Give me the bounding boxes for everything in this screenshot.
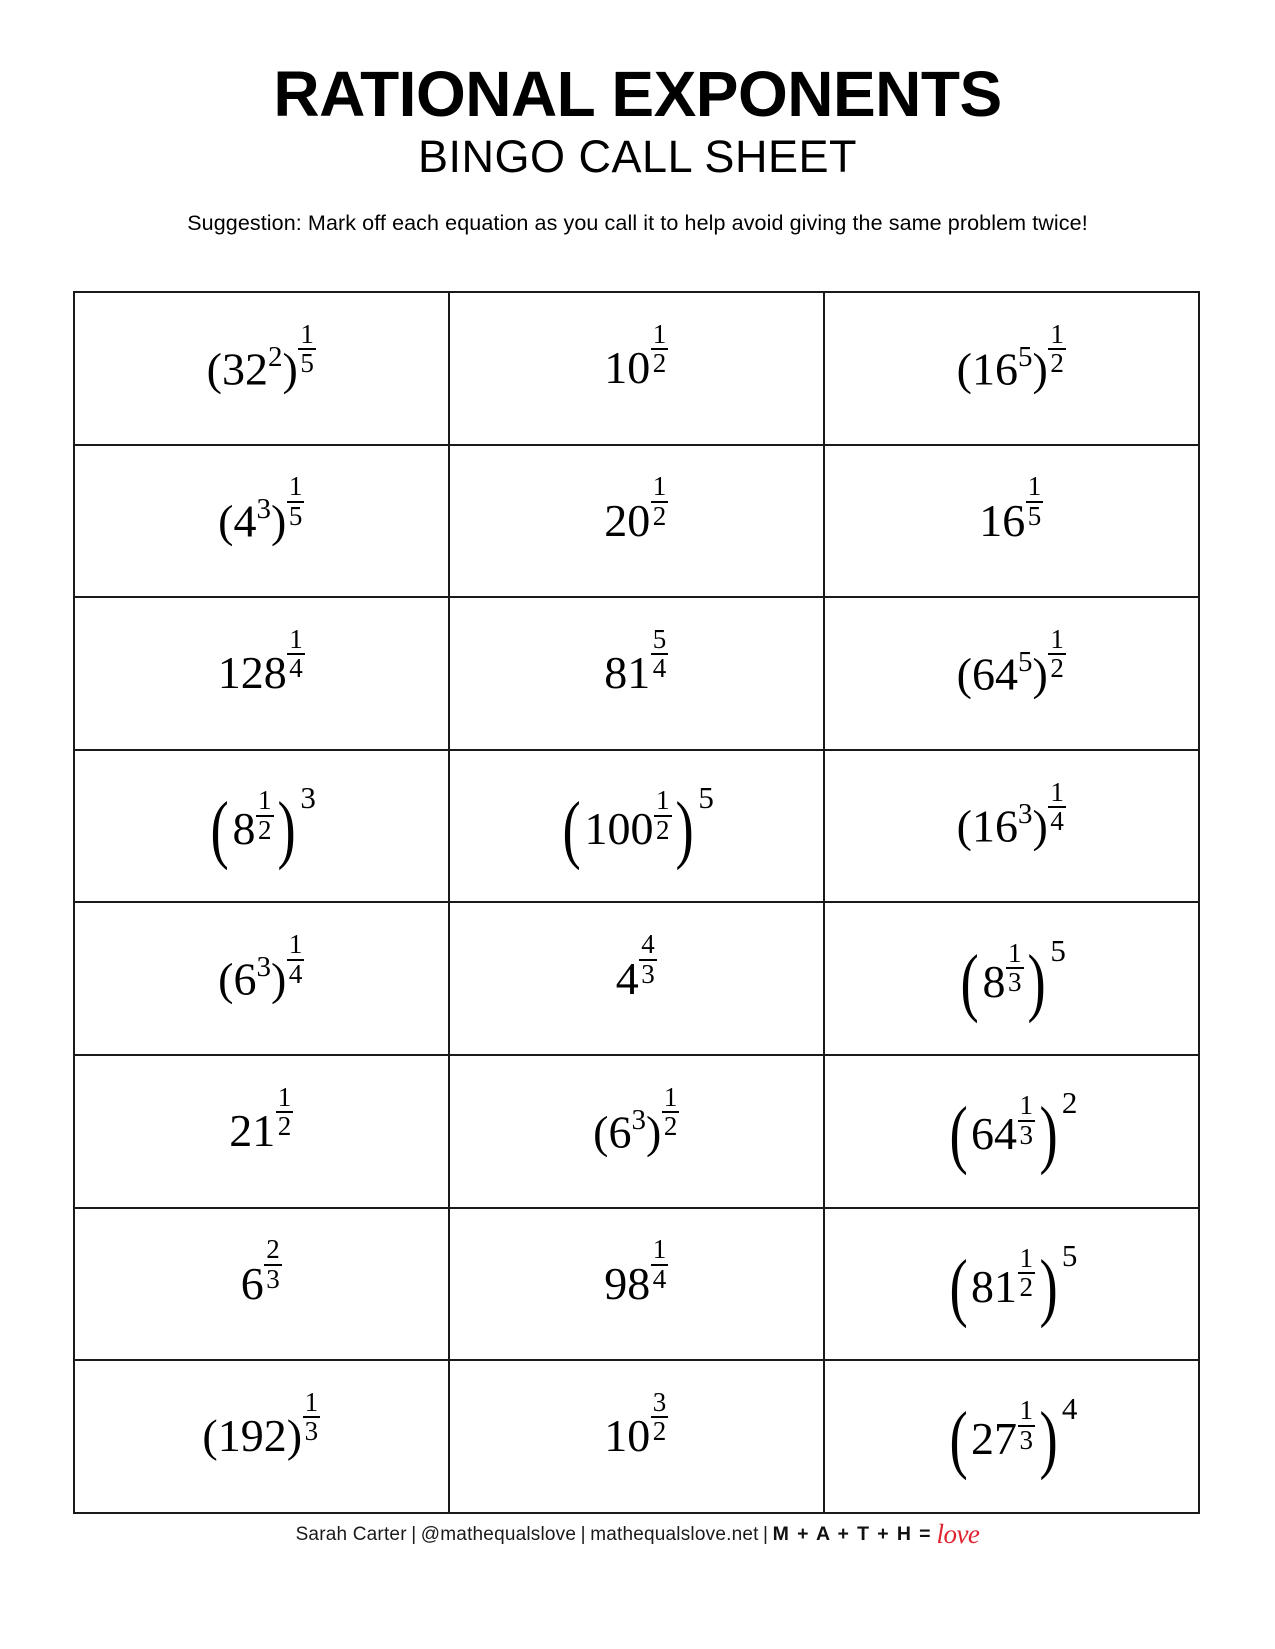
fraction-numerator: 1 (288, 929, 303, 960)
fraction-numerator: 1 (1019, 1090, 1033, 1121)
left-paren: ( (949, 1092, 968, 1177)
bingo-call-cell[interactable] (824, 1360, 1199, 1513)
left-paren: ( (960, 939, 979, 1024)
right-paren: ) (1032, 800, 1048, 852)
fraction-denominator: 5 (1027, 500, 1042, 531)
footer-separator-2: | (580, 1524, 586, 1545)
outer-exponent: 4 (1061, 1390, 1078, 1426)
math-expression (615, 929, 658, 1007)
table-row (74, 1360, 1199, 1513)
base-group (206, 340, 298, 394)
math-expression (604, 1234, 669, 1312)
fraction-denominator: 2 (652, 500, 667, 531)
fraction-numerator: 5 (652, 623, 667, 654)
left-paren: ( (562, 787, 581, 872)
fraction-denominator: 5 (300, 348, 314, 379)
bingo-call-cell[interactable] (824, 292, 1199, 445)
fraction-exponent (1018, 1242, 1036, 1303)
outer-exponent: 5 (698, 780, 714, 816)
math-expression (604, 318, 669, 397)
bingo-call-table (73, 291, 1200, 1514)
inner-power (584, 785, 673, 863)
fraction-exponent (651, 318, 669, 379)
base-number: 98 (604, 1257, 651, 1309)
base-number: (16 (956, 800, 1018, 852)
bingo-call-cell[interactable] (74, 1055, 449, 1208)
math-expression (559, 780, 714, 872)
fraction-numerator: 1 (1050, 318, 1064, 349)
outer-exponent: 3 (300, 780, 316, 816)
fraction-exponent (639, 931, 657, 988)
footer-separator-3: | (763, 1524, 769, 1545)
footer-author: Sarah Carter (295, 1524, 407, 1545)
fraction-denominator: 4 (652, 1263, 667, 1294)
fraction-denominator: 3 (304, 1416, 319, 1447)
footer-love-word: love (936, 1519, 980, 1549)
fraction-denominator: 3 (1008, 967, 1022, 998)
fraction-numerator: 1 (1008, 937, 1022, 968)
table-row (74, 750, 1199, 903)
inner-exponent: 5 (1018, 645, 1033, 678)
fraction-numerator: 1 (656, 785, 670, 816)
fraction-exponent (1048, 776, 1066, 837)
fraction-exponent (1048, 623, 1066, 684)
fraction-numerator: 3 (652, 1386, 667, 1417)
fraction-denominator: 2 (656, 814, 670, 845)
right-paren: ) (271, 495, 287, 547)
base-number: 4 (615, 952, 639, 1004)
base-group (218, 951, 287, 1005)
bingo-call-cell[interactable] (74, 292, 449, 445)
math-expression (218, 929, 305, 1007)
base-number: (192) (202, 1410, 303, 1462)
table-row (74, 597, 1199, 750)
base-number: 27 (971, 1413, 1017, 1465)
fraction-numerator: 1 (1050, 623, 1064, 654)
fraction-denominator: 4 (652, 653, 667, 684)
base-number: 10 (604, 342, 651, 394)
base-number: (6 (593, 1105, 632, 1157)
base-group (218, 493, 287, 547)
inner-power (971, 1242, 1036, 1321)
base-number: 10 (604, 1410, 651, 1462)
base-number: 20 (604, 494, 651, 546)
base-number: 8 (982, 955, 1006, 1007)
bingo-call-cell[interactable] (449, 1360, 824, 1513)
fraction-numerator: 1 (1050, 776, 1064, 807)
fraction-denominator: 3 (266, 1263, 280, 1294)
right-paren: ) (1039, 1092, 1058, 1177)
fraction-exponent (1006, 937, 1024, 998)
bingo-call-cell[interactable] (449, 750, 824, 903)
math-expression (604, 623, 669, 702)
right-paren: ) (282, 342, 298, 394)
fraction-numerator: 1 (652, 318, 667, 349)
inner-exponent: 3 (256, 493, 271, 526)
fraction-denominator: 2 (1050, 348, 1064, 379)
fraction-exponent (1018, 1092, 1036, 1149)
right-paren: ) (1027, 939, 1046, 1024)
math-expression (946, 1390, 1078, 1482)
math-expression (240, 1234, 283, 1312)
fraction-denominator: 2 (652, 1416, 667, 1447)
math-expression (956, 623, 1067, 702)
table-body (74, 292, 1199, 1513)
base-number: (64 (956, 648, 1018, 700)
bingo-call-cell[interactable] (449, 292, 824, 445)
inner-power (971, 1395, 1036, 1473)
base-number: (4 (218, 495, 257, 547)
math-expression (593, 1081, 680, 1160)
math-expression (946, 1237, 1078, 1329)
fraction-denominator: 2 (663, 1111, 678, 1142)
fraction-exponent (651, 1236, 669, 1293)
page-subtitle: BINGO CALL SHEET (418, 131, 857, 183)
fraction-exponent (256, 787, 274, 844)
fraction-numerator: 4 (641, 929, 655, 960)
math-expression (604, 1386, 669, 1465)
bingo-call-cell[interactable] (449, 445, 824, 598)
fraction-exponent (651, 623, 669, 684)
outer-exponent: 2 (1061, 1085, 1078, 1121)
math-expression (229, 1081, 294, 1160)
footer-handle: @mathequalslove (420, 1524, 577, 1545)
math-expression (946, 1085, 1078, 1177)
bingo-call-cell[interactable] (74, 1360, 449, 1513)
fraction-exponent (651, 473, 669, 530)
right-paren: ) (271, 953, 287, 1005)
page-title: RATIONAL EXPONENTS (273, 58, 1002, 130)
outer-exponent: 5 (1050, 932, 1066, 968)
table-row (74, 445, 1199, 598)
base-number: 128 (217, 647, 287, 699)
fraction-numerator: 1 (277, 1081, 292, 1112)
math-expression (202, 1386, 320, 1465)
fraction-exponent (276, 1081, 294, 1142)
math-expression (979, 471, 1044, 549)
fraction-exponent (287, 473, 305, 530)
table-row (74, 902, 1199, 1055)
base-number: (32 (206, 342, 268, 394)
math-expression (207, 780, 316, 872)
fraction-numerator: 1 (1019, 1395, 1033, 1426)
fraction-denominator: 2 (1050, 653, 1064, 684)
fraction-exponent (1048, 318, 1066, 379)
fraction-denominator: 5 (288, 500, 303, 531)
bingo-call-cell[interactable] (74, 597, 449, 750)
math-expression (206, 318, 317, 397)
math-expression (218, 471, 305, 549)
base-group (956, 645, 1048, 700)
base-number: (16 (956, 342, 1018, 394)
fraction-exponent (287, 623, 305, 684)
bingo-call-cell[interactable] (74, 445, 449, 598)
fraction-numerator: 1 (289, 623, 303, 654)
fraction-denominator: 2 (652, 348, 667, 379)
fraction-numerator: 1 (304, 1386, 319, 1417)
fraction-exponent (1026, 473, 1044, 530)
fraction-denominator: 2 (258, 814, 272, 845)
bingo-call-cell[interactable] (74, 750, 449, 903)
bingo-call-cell[interactable] (74, 902, 449, 1055)
page-footer (0, 1516, 1275, 1547)
left-paren: ( (210, 787, 229, 872)
inner-power (982, 937, 1025, 1016)
bingo-call-cell[interactable] (449, 1208, 824, 1361)
right-paren: ) (675, 787, 694, 872)
bingo-call-cell[interactable] (824, 1055, 1199, 1208)
right-paren: ) (646, 1105, 662, 1157)
bingo-call-cell[interactable] (824, 445, 1199, 598)
base-number: 16 (979, 494, 1026, 546)
base-number: 6 (240, 1257, 264, 1309)
fraction-exponent (1018, 1397, 1036, 1454)
fraction-exponent (287, 931, 305, 988)
fraction-numerator: 1 (288, 471, 303, 502)
right-paren: ) (1032, 342, 1048, 394)
fraction-denominator: 2 (277, 1111, 292, 1142)
fraction-denominator: 2 (1019, 1272, 1033, 1303)
fraction-exponent (662, 1081, 680, 1142)
base-number: 21 (229, 1105, 276, 1157)
inner-power (232, 785, 275, 863)
fraction-denominator: 3 (641, 958, 655, 989)
base-group (956, 798, 1048, 852)
right-paren: ) (1032, 648, 1048, 700)
base-number: 81 (604, 647, 651, 699)
bingo-call-cell[interactable] (824, 597, 1199, 750)
inner-exponent: 5 (1018, 340, 1033, 373)
fraction-exponent (264, 1236, 282, 1293)
math-expression (217, 623, 306, 702)
fraction-numerator: 1 (663, 1081, 678, 1112)
inner-exponent: 3 (256, 951, 271, 983)
base-number: 81 (971, 1260, 1017, 1312)
fraction-numerator: 1 (300, 318, 314, 349)
fraction-numerator: 2 (266, 1234, 280, 1265)
bingo-call-cell[interactable] (449, 1055, 824, 1208)
fraction-denominator: 4 (288, 958, 303, 989)
table-row (74, 292, 1199, 445)
bingo-call-cell[interactable] (449, 597, 824, 750)
suggestion-text: Suggestion: Mark off each equation as you call it to help avoid giving the same problem twice! (187, 210, 1088, 235)
fraction-exponent (298, 318, 316, 379)
base-number: 8 (232, 803, 256, 855)
left-paren: ( (949, 1397, 968, 1482)
footer-math-equation: M + A + T + H = (772, 1523, 932, 1545)
bingo-call-cell[interactable] (449, 902, 824, 1055)
left-paren: ( (949, 1244, 968, 1329)
math-expression (604, 471, 669, 549)
right-paren: ) (1039, 1397, 1058, 1482)
math-expression (956, 318, 1067, 397)
bingo-call-cell[interactable] (824, 1208, 1199, 1361)
fraction-numerator: 1 (652, 471, 667, 502)
bingo-call-cell[interactable] (824, 750, 1199, 903)
page-header (0, 0, 1275, 236)
fraction-denominator: 3 (1019, 1425, 1033, 1455)
fraction-denominator: 4 (289, 653, 303, 684)
footer-website[interactable]: mathequalslove.net (590, 1524, 759, 1545)
footer-separator-1: | (411, 1524, 417, 1545)
base-group (593, 1103, 662, 1157)
base-number: (6 (218, 953, 257, 1005)
inner-exponent: 3 (631, 1103, 646, 1136)
inner-power (971, 1090, 1036, 1168)
base-number: 100 (584, 803, 654, 855)
fraction-exponent (651, 1386, 669, 1447)
math-expression (956, 776, 1067, 855)
outer-exponent: 5 (1061, 1237, 1078, 1273)
fraction-exponent (303, 1386, 321, 1447)
fraction-numerator: 1 (1027, 471, 1042, 502)
fraction-denominator: 4 (1050, 806, 1064, 837)
table-row (74, 1208, 1199, 1361)
inner-exponent: 2 (268, 340, 283, 373)
base-group (956, 340, 1048, 394)
math-expression (957, 932, 1066, 1024)
fraction-numerator: 1 (652, 1234, 667, 1265)
fraction-numerator: 1 (258, 785, 272, 816)
right-paren: ) (277, 787, 296, 872)
table-row (74, 1055, 1199, 1208)
fraction-exponent (654, 787, 672, 844)
fraction-denominator: 3 (1019, 1119, 1033, 1150)
inner-exponent: 3 (1018, 798, 1033, 831)
base-number: 64 (971, 1108, 1017, 1160)
fraction-numerator: 1 (1019, 1242, 1033, 1273)
right-paren: ) (1039, 1244, 1058, 1329)
bingo-call-cell[interactable] (824, 902, 1199, 1055)
bingo-call-cell[interactable] (74, 1208, 449, 1361)
